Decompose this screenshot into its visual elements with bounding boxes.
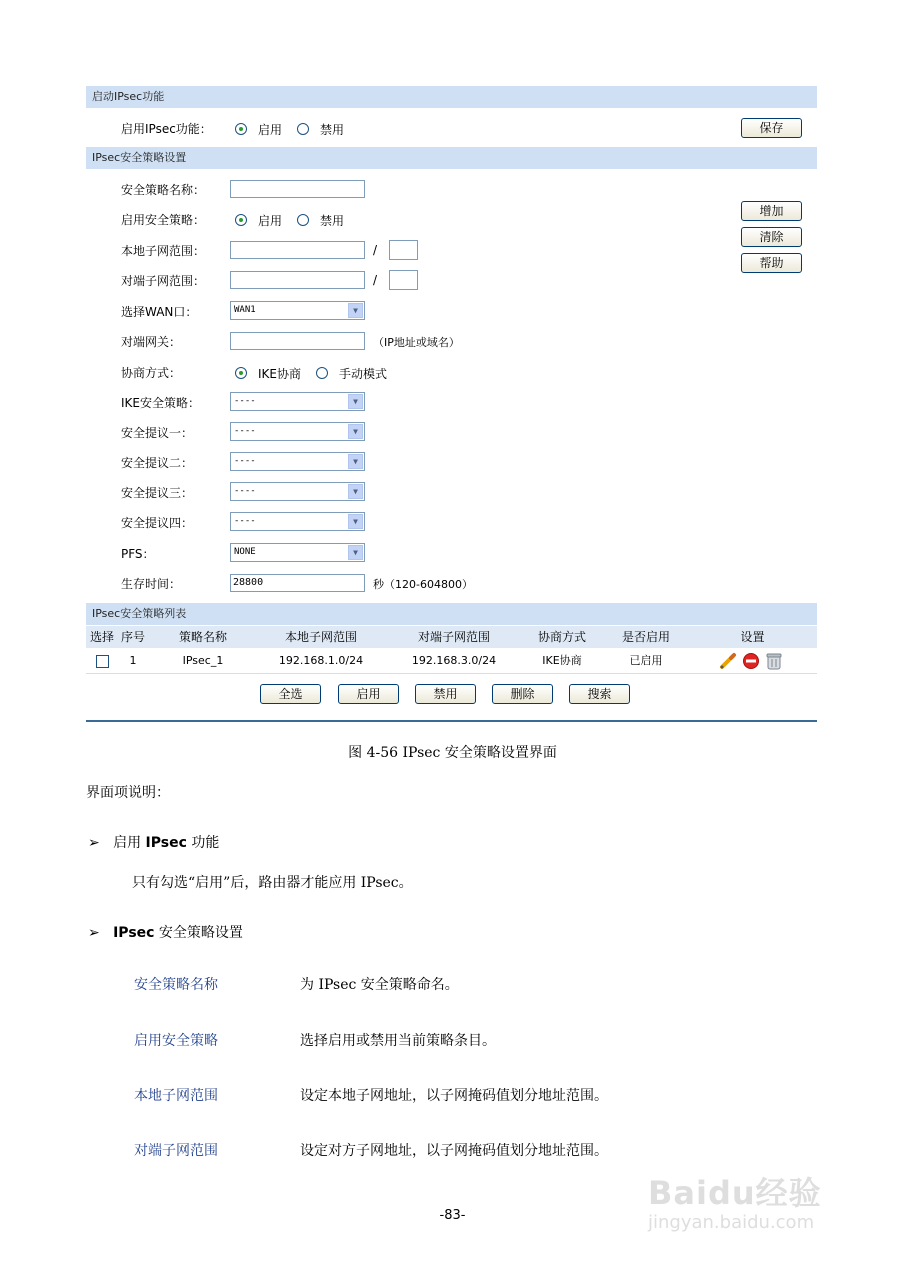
proposal2-select[interactable] (230, 452, 365, 471)
wan-select-value: WAN1 (234, 305, 256, 315)
chevron-down-icon: ▼ (348, 394, 363, 409)
policy-name-label: 安全策略名称： (121, 183, 206, 197)
local-subnet-label: 本地子网范围： (121, 244, 206, 258)
term-local-subnet: 本地子网范围 (134, 1088, 218, 1104)
lifetime-input[interactable]: 28800 (230, 574, 365, 592)
bullet1-bold: IPsec (145, 835, 187, 851)
page-number: -83- (439, 1208, 466, 1223)
desc-enable-policy: 选择启用或禁用当前策略条目。 (300, 1033, 496, 1049)
row-negotiation: IKE协商 (542, 654, 582, 667)
chevron-down-icon: ▼ (348, 545, 363, 560)
bullet2 (88, 922, 243, 942)
pfs-value: NONE (234, 547, 256, 557)
remote-gateway-hint: （IP地址或域名） (373, 336, 460, 349)
proposal2-value: ---- (234, 456, 256, 466)
enable-ipsec-label: 启用IPsec功能： (121, 122, 212, 136)
ike-policy-label: IKE安全策略： (121, 396, 200, 410)
th-select: 选择 (89, 630, 114, 644)
bullet1-text: 只有勾选“启用”后，路由器才能应用 IPsec。 (132, 875, 413, 891)
th-local-subnet: 本地子网范围 (284, 630, 357, 644)
proposal4-value: ---- (234, 516, 256, 526)
local-subnet-input[interactable] (230, 241, 365, 259)
chevron-down-icon: ▼ (348, 514, 363, 529)
edit-icon[interactable] (719, 652, 737, 670)
proposal3-label: 安全提议三： (121, 486, 194, 500)
ike-policy-value: ---- (234, 396, 256, 406)
pfs-label: PFS： (121, 547, 155, 561)
policy-name-input[interactable] (230, 180, 365, 198)
row-remote-subnet: 192.168.3.0/24 (411, 654, 497, 667)
negotiation-ike-label: IKE协商 (258, 367, 301, 381)
enable-ipsec-radio-off[interactable] (297, 123, 309, 135)
enable-ipsec-off-label: 禁用 (320, 123, 345, 137)
chevron-down-icon: ▼ (348, 454, 363, 469)
th-enabled: 是否启用 (621, 630, 670, 644)
proposal1-select[interactable] (230, 422, 365, 441)
row-enabled: 已启用 (629, 654, 663, 667)
remote-subnet-input[interactable] (230, 271, 365, 289)
disable-button[interactable]: 禁用 (415, 684, 476, 704)
wan-label: 选择WAN口： (121, 305, 198, 319)
chevron-down-icon: ▼ (348, 484, 363, 499)
enable-policy-radio-on[interactable] (235, 214, 247, 226)
proposal4-select[interactable] (230, 512, 365, 531)
watermark-url: jingyan.baidu.com (648, 1212, 815, 1233)
divider (86, 720, 817, 722)
local-subnet-mask-input[interactable] (389, 240, 418, 260)
intro-text: 界面项说明： (86, 785, 170, 801)
row-name: IPsec_1 (182, 654, 224, 667)
bullet1-prefix: 启用 (113, 835, 146, 851)
remote-subnet-mask-input[interactable] (389, 270, 418, 290)
save-button[interactable]: 保存 (741, 118, 802, 138)
row-local-subnet: 192.168.1.0/24 (278, 654, 364, 667)
enable-policy-label: 启用安全策略： (121, 213, 206, 227)
chevron-down-icon: ▼ (348, 424, 363, 439)
search-button[interactable]: 搜索 (569, 684, 630, 704)
proposal1-label: 安全提议一： (121, 426, 194, 440)
figure-caption: 图 4-56 IPsec 安全策略设置界面 (348, 745, 557, 761)
proposal2-label: 安全提议二： (121, 456, 194, 470)
bullet-arrow-icon: ➢ (88, 835, 100, 851)
th-index: 序号 (120, 630, 145, 644)
negotiation-manual-label: 手动模式 (339, 367, 388, 381)
section-header-policy-list: IPsec安全策略列表 (86, 603, 817, 625)
enable-ipsec-on-label: 启用 (258, 123, 283, 137)
proposal3-select[interactable] (230, 482, 365, 501)
bullet-arrow-icon: ➢ (88, 925, 100, 941)
row-index: 1 (129, 654, 137, 667)
desc-policy-name: 为 IPsec 安全策略命名。 (300, 977, 459, 993)
section-header-enable: 启动IPsec功能 (86, 86, 817, 108)
negotiation-ike-radio[interactable] (235, 367, 247, 379)
select-all-button[interactable]: 全选 (260, 684, 321, 704)
bullet2-bold: IPsec (113, 925, 155, 941)
bullet1 (88, 832, 219, 852)
section-header-policy-settings: IPsec安全策略设置 (86, 147, 817, 169)
local-subnet-slash: / (373, 243, 378, 257)
add-button[interactable]: 增加 (741, 201, 802, 221)
proposal4-label: 安全提议四： (121, 516, 194, 530)
th-remote-subnet: 对端子网范围 (417, 630, 490, 644)
wan-select[interactable] (230, 301, 365, 320)
th-name: 策略名称 (178, 630, 227, 644)
enable-policy-off-label: 禁用 (320, 214, 345, 228)
trash-icon[interactable] (765, 651, 783, 671)
proposal3-value: ---- (234, 486, 256, 496)
remote-subnet-label: 对端子网范围： (121, 274, 206, 288)
lifetime-label: 生存时间： (121, 577, 182, 591)
lifetime-hint: 秒（120-604800） (373, 578, 473, 591)
remote-subnet-slash: / (373, 273, 378, 287)
delete-icon[interactable] (742, 652, 760, 670)
th-negotiation: 协商方式 (537, 630, 586, 644)
help-button[interactable]: 帮助 (741, 253, 802, 273)
watermark-logo: Baidu经验 (648, 1174, 822, 1212)
bullet1-suffix: 功能 (186, 835, 220, 851)
term-enable-policy: 启用安全策略 (134, 1033, 218, 1049)
delete-button[interactable]: 删除 (492, 684, 553, 704)
term-remote-subnet: 对端子网范围 (134, 1143, 218, 1159)
term-policy-name: 安全策略名称 (134, 977, 218, 993)
enable-policy-radio-off[interactable] (297, 214, 309, 226)
clear-button[interactable]: 清除 (741, 227, 802, 247)
enable-button[interactable]: 启用 (338, 684, 399, 704)
remote-gateway-label: 对端网关： (121, 335, 182, 349)
chevron-down-icon: ▼ (348, 303, 363, 318)
enable-policy-on-label: 启用 (258, 214, 283, 228)
negotiation-manual-radio[interactable] (316, 367, 328, 379)
desc-remote-subnet: 设定对方子网地址，以子网掩码值划分地址范围。 (300, 1143, 608, 1159)
row-checkbox[interactable] (96, 655, 109, 668)
ike-policy-select[interactable] (230, 392, 365, 411)
bullet2-suffix: 安全策略设置 (154, 925, 243, 941)
proposal1-value: ---- (234, 426, 256, 436)
remote-gateway-input[interactable] (230, 332, 365, 350)
pfs-select[interactable] (230, 543, 365, 562)
th-settings: 设置 (740, 630, 765, 644)
desc-local-subnet: 设定本地子网地址，以子网掩码值划分地址范围。 (300, 1088, 608, 1104)
negotiation-label: 协商方式： (121, 366, 182, 380)
enable-ipsec-radio-on[interactable] (235, 123, 247, 135)
